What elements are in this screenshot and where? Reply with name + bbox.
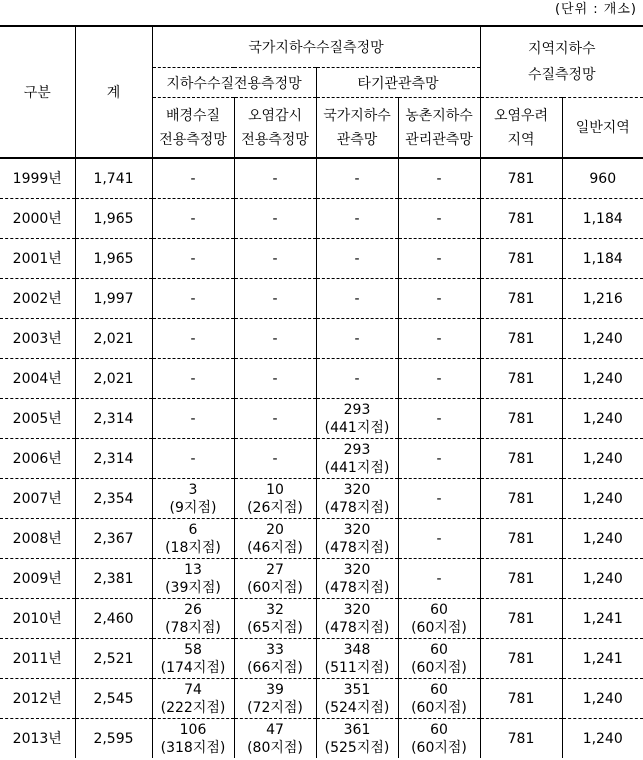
background-cell [152,599,234,639]
rural-obs-cell-value: - [436,490,442,507]
unit-note: (단위 : 개소) [554,2,637,17]
national-obs-cell-value: - [354,370,360,387]
pollution-watch-cell-value: 47 [266,721,284,738]
table-row [0,199,643,239]
general-area-cell: 1,184 [562,239,643,279]
rural-obs-cell [398,679,480,719]
year-cell: 2004년 [0,359,75,399]
background-cell-value: - [190,290,196,307]
national-obs-cell [316,479,398,519]
polluted-area-cell: 781 [480,519,562,559]
background-cell-value: 58 [184,641,202,658]
background-cell [152,519,234,559]
pollution-watch-cell-sites: (80지점) [247,739,303,756]
header-total: 계 [75,26,152,158]
background-cell-value: - [190,450,196,467]
rural-obs-cell [398,158,480,199]
pollution-watch-cell-value: 39 [266,681,284,698]
national-obs-cell-value: 320 [343,481,371,498]
pollution-watch-cell-sites: (26지점) [247,499,303,516]
rural-obs-cell-sites: (60지점) [411,619,467,636]
table-row [0,559,643,599]
table-body [0,158,643,758]
pollution-watch-cell-value: - [272,370,278,387]
total-cell: 2,354 [75,479,152,519]
rural-obs-cell-value: - [436,530,442,547]
year-cell: 2013년 [0,719,75,759]
year-cell: 2012년 [0,679,75,719]
pollution-watch-cell [234,639,316,679]
national-obs-cell [316,679,398,719]
background-cell [152,479,234,519]
general-area-cell: 1,216 [562,279,643,319]
header-pollution-watch: 오염감시 전용측정망 [234,98,316,159]
year-cell: 2010년 [0,599,75,639]
rural-obs-cell-value: - [436,450,442,467]
background-cell-value: 26 [184,601,202,618]
rural-obs-cell-value: 60 [430,641,448,658]
pollution-watch-cell [234,599,316,639]
national-obs-cell-value: 293 [343,441,371,458]
national-obs-cell [316,319,398,359]
pollution-watch-cell-value: 27 [266,561,284,578]
rural-obs-cell [398,479,480,519]
rural-obs-cell-sites: (60지점) [411,699,467,716]
header-national-network: 국가지하수수질측정망 [152,26,480,68]
year-cell: 2001년 [0,239,75,279]
polluted-area-cell: 781 [480,479,562,519]
rural-obs-cell-value: 60 [430,681,448,698]
polluted-area-cell: 781 [480,319,562,359]
background-cell [152,279,234,319]
rural-obs-cell [398,319,480,359]
year-cell: 2006년 [0,439,75,479]
pollution-watch-cell [234,559,316,599]
rural-obs-cell [398,439,480,479]
national-obs-cell [316,399,398,439]
pollution-watch-cell-value: 20 [266,521,284,538]
polluted-area-cell: 781 [480,399,562,439]
national-obs-cell [316,719,398,759]
general-area-cell: 1,240 [562,719,643,759]
background-cell-value: - [190,210,196,227]
national-obs-cell-sites: (524지점) [324,699,390,716]
background-cell-value: - [190,250,196,267]
pollution-watch-cell-sites: (66지점) [247,659,303,676]
polluted-area-cell: 781 [480,639,562,679]
rural-obs-cell-value: - [436,290,442,307]
background-cell [152,559,234,599]
polluted-area-cell: 781 [480,279,562,319]
pollution-watch-cell [234,359,316,399]
rural-obs-cell-value: - [436,210,442,227]
background-cell [152,719,234,759]
national-obs-cell-sites: (511지점) [324,659,390,676]
year-cell: 2007년 [0,479,75,519]
national-obs-cell [316,359,398,399]
pollution-watch-cell [234,199,316,239]
rural-obs-cell [398,639,480,679]
general-area-cell: 1,240 [562,399,643,439]
rural-obs-cell-sites: (60지점) [411,739,467,756]
background-cell-sites: (78지점) [165,619,221,636]
background-cell [152,639,234,679]
general-area-cell: 1,240 [562,439,643,479]
national-obs-cell [316,439,398,479]
pollution-watch-cell [234,279,316,319]
general-area-cell: 1,240 [562,359,643,399]
background-cell-sites: (39지점) [165,579,221,596]
rural-obs-cell-value: 60 [430,721,448,738]
national-obs-cell-value: 351 [343,681,371,698]
table-row [0,679,643,719]
header-other-agency: 타기관관측망 [316,68,480,98]
national-obs-cell-sites: (478지점) [324,579,390,596]
general-area-cell: 1,240 [562,679,643,719]
table-row [0,319,643,359]
total-cell: 2,314 [75,439,152,479]
pollution-watch-cell-sites: (60지점) [247,579,303,596]
national-obs-cell-value: 361 [343,721,371,738]
background-cell [152,158,234,199]
total-cell: 2,021 [75,359,152,399]
polluted-area-cell: 781 [480,158,562,199]
year-cell: 2011년 [0,639,75,679]
pollution-watch-cell-sites: (65지점) [247,619,303,636]
rural-obs-cell [398,199,480,239]
total-cell: 2,521 [75,639,152,679]
pollution-watch-cell [234,239,316,279]
rural-obs-cell [398,399,480,439]
pollution-watch-cell-value: 32 [266,601,284,618]
pollution-watch-cell-value: - [272,170,278,187]
national-obs-cell [316,279,398,319]
pollution-watch-cell-value: 33 [266,641,284,658]
national-obs-cell [316,559,398,599]
pollution-watch-cell [234,479,316,519]
general-area-cell: 1,240 [562,479,643,519]
pollution-watch-cell [234,399,316,439]
table-row [0,599,643,639]
pollution-watch-cell-value: - [272,330,278,347]
national-obs-cell-value: 320 [343,521,371,538]
background-cell-value: 106 [179,721,207,738]
national-obs-cell-value: 320 [343,561,371,578]
total-cell: 2,545 [75,679,152,719]
table-row [0,519,643,559]
polluted-area-cell: 781 [480,439,562,479]
national-obs-cell-value: 348 [343,641,371,658]
national-obs-cell-sites: (478지점) [324,539,390,556]
total-cell: 2,595 [75,719,152,759]
general-area-cell: 1,240 [562,559,643,599]
national-obs-cell-value: - [354,330,360,347]
pollution-watch-cell-value: - [272,410,278,427]
polluted-area-cell: 781 [480,359,562,399]
header-national-obs: 국가지하수 관측망 [316,98,398,159]
background-cell-value: - [190,170,196,187]
rural-obs-cell-sites: (60지점) [411,659,467,676]
national-obs-cell-value: - [354,210,360,227]
general-area-cell: 1,184 [562,199,643,239]
background-cell [152,319,234,359]
table-row [0,359,643,399]
background-cell-value: - [190,370,196,387]
year-cell: 2003년 [0,319,75,359]
year-cell: 1999년 [0,158,75,199]
background-cell [152,399,234,439]
background-cell [152,359,234,399]
rural-obs-cell [398,559,480,599]
pollution-watch-cell-value: - [272,210,278,227]
table-row [0,399,643,439]
general-area-cell: 1,241 [562,639,643,679]
national-obs-cell-sites: (441지점) [324,419,390,436]
background-cell [152,439,234,479]
national-obs-cell [316,599,398,639]
table-row [0,439,643,479]
total-cell: 1,965 [75,239,152,279]
table-row [0,639,643,679]
background-cell-value: - [190,410,196,427]
rural-obs-cell [398,599,480,639]
pollution-watch-cell [234,158,316,199]
pollution-watch-cell [234,519,316,559]
header-general-area: 일반지역 [562,98,643,159]
header-background: 배경수질 전용측정망 [152,98,234,159]
national-obs-cell-value: - [354,170,360,187]
total-cell: 2,367 [75,519,152,559]
header-rural-obs: 농촌지하수 관리관측망 [398,98,480,159]
national-obs-cell-value: 320 [343,601,371,618]
rural-obs-cell [398,359,480,399]
general-area-cell: 960 [562,158,643,199]
national-obs-cell [316,158,398,199]
national-obs-cell [316,639,398,679]
total-cell: 2,021 [75,319,152,359]
table-row [0,239,643,279]
polluted-area-cell: 781 [480,679,562,719]
rural-obs-cell-value: - [436,410,442,427]
rural-obs-cell-value: - [436,570,442,587]
pollution-watch-cell-sites: (72지점) [247,699,303,716]
table-row [0,719,643,759]
table-row [0,479,643,519]
background-cell-sites: (18지점) [165,539,221,556]
total-cell: 2,381 [75,559,152,599]
polluted-area-cell: 781 [480,599,562,639]
rural-obs-cell [398,719,480,759]
rural-obs-cell [398,239,480,279]
total-cell: 2,460 [75,599,152,639]
national-obs-cell-value: - [354,290,360,307]
background-cell [152,239,234,279]
header-regional-network: 지역지하수 수질측정망 [480,26,643,98]
header-dedicated-network: 지하수수질전용측정망 [152,68,316,98]
total-cell: 2,314 [75,399,152,439]
year-cell: 2008년 [0,519,75,559]
pollution-watch-cell-value: - [272,450,278,467]
year-cell: 2009년 [0,559,75,599]
national-obs-cell [316,199,398,239]
pollution-watch-cell-value: 10 [266,481,284,498]
general-area-cell: 1,240 [562,519,643,559]
groundwater-monitoring-table [0,25,643,758]
polluted-area-cell: 781 [480,199,562,239]
header-division: 구분 [0,26,75,158]
general-area-cell: 1,241 [562,599,643,639]
total-cell: 1,741 [75,158,152,199]
polluted-area-cell: 781 [480,719,562,759]
national-obs-cell [316,239,398,279]
background-cell-sites: (9지점) [169,499,217,516]
year-cell: 2005년 [0,399,75,439]
background-cell-sites: (318지점) [160,739,226,756]
table-row [0,279,643,319]
rural-obs-cell [398,279,480,319]
pollution-watch-cell-value: - [272,250,278,267]
national-obs-cell [316,519,398,559]
national-obs-cell-sites: (478지점) [324,499,390,516]
rural-obs-cell-value: - [436,170,442,187]
national-obs-cell-value: - [354,250,360,267]
national-obs-cell-sites: (478지점) [324,619,390,636]
rural-obs-cell-value: - [436,250,442,267]
general-area-cell: 1,240 [562,319,643,359]
background-cell-value: 6 [188,521,198,538]
pollution-watch-cell-sites: (46지점) [247,539,303,556]
table-row [0,158,643,199]
total-cell: 1,965 [75,199,152,239]
background-cell-value: - [190,330,196,347]
total-cell: 1,997 [75,279,152,319]
national-obs-cell-value: 293 [343,401,371,418]
national-obs-cell-sites: (441지점) [324,459,390,476]
pollution-watch-cell [234,439,316,479]
background-cell-sites: (174지점) [160,659,226,676]
year-cell: 2000년 [0,199,75,239]
rural-obs-cell-value: - [436,330,442,347]
pollution-watch-cell [234,719,316,759]
pollution-watch-cell-value: - [272,290,278,307]
background-cell-value: 74 [184,681,202,698]
national-obs-cell-sites: (525지점) [324,739,390,756]
year-cell: 2002년 [0,279,75,319]
background-cell-value: 13 [184,561,202,578]
polluted-area-cell: 781 [480,559,562,599]
pollution-watch-cell [234,319,316,359]
background-cell [152,679,234,719]
polluted-area-cell: 781 [480,239,562,279]
background-cell-value: 3 [188,481,198,498]
rural-obs-cell-value: - [436,370,442,387]
pollution-watch-cell [234,679,316,719]
rural-obs-cell-value: 60 [430,601,448,618]
background-cell [152,199,234,239]
background-cell-sites: (222지점) [160,699,226,716]
rural-obs-cell [398,519,480,559]
header-polluted-area: 오염우려 지역 [480,98,562,159]
